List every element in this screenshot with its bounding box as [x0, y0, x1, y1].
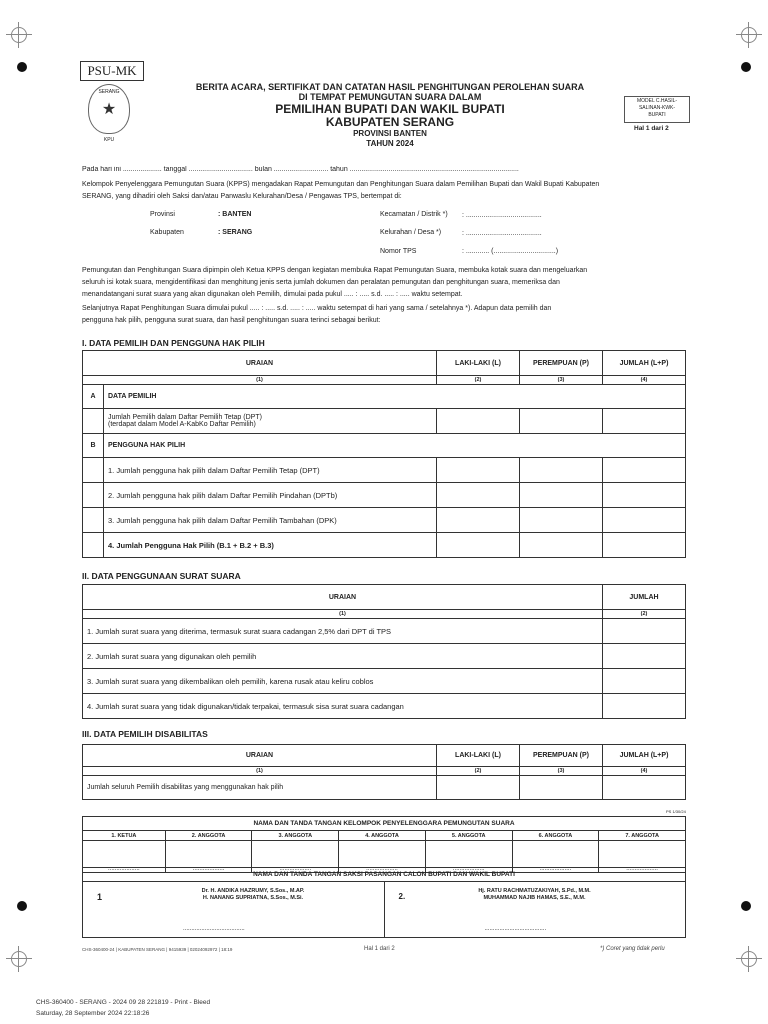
kpps-role-1: 1. KETUA — [83, 831, 166, 841]
kecamatan-field[interactable]: : ....................................... — [462, 212, 542, 219]
s1-b1-jumlah-cells[interactable] — [603, 458, 686, 483]
saksi-cand1b: H. NANANG SUPRIATNA, S.Sos., M.Si. — [202, 895, 304, 901]
print-line1: CHS-360400 - SERANG - 2024 09 28 221819 - Print - Bleed — [36, 999, 211, 1006]
s1-b3-laki-cells[interactable] — [437, 508, 520, 533]
s1-num4: (4) — [603, 376, 686, 385]
s3-num1: (1) — [83, 767, 437, 776]
kpps-signature-3[interactable]: ................... — [252, 841, 339, 873]
psu-label: PSU-MK — [80, 61, 144, 81]
s3-jumlah-cells[interactable] — [603, 776, 686, 800]
s2-r1: 1. Jumlah surat suara yang diterima, termasuk surat suara cadangan 2,5% dari DPT di TPS — [83, 619, 603, 644]
procedure-p4: Selanjutnya Rapat Penghitungan Suara dimulai pukul ..... : ..... s.d. ..... : ..... waktu setempat di hari yang sama / setelahnya *). Adapun data pemilih dan — [82, 305, 552, 312]
small-code: PS 1/30/24 — [666, 809, 686, 814]
date-line: Pada hari ini .................... tanggal ................................. bulan ............................ tahun ....................................................................................... — [82, 166, 519, 173]
s3-header-perempuan: PEREMPUAN (P) — [520, 745, 603, 767]
kpps-role-3: 3. ANGGOTA — [252, 831, 339, 841]
kpps-signature-1[interactable]: ................... — [83, 841, 166, 873]
kpps-signature-4[interactable]: ................... — [339, 841, 426, 873]
provinsi-label: Provinsi — [150, 211, 175, 218]
s1-a-title: DATA PEMILIH — [104, 385, 686, 409]
tps-field[interactable]: : ............ (................................) — [462, 248, 559, 255]
s1-b1-perempuan-cells[interactable] — [520, 458, 603, 483]
procedure-p3: menandatangani surat suara yang akan digunakan oleh Pemilih, dimulai pada pukul ..... : ..... s.d. ..... : ..... waktu setempat. — [82, 291, 463, 298]
kpu-logo — [88, 84, 130, 143]
page-label: Hal 1 dari 2 — [634, 125, 669, 132]
bleed-dot-icon — [741, 62, 751, 72]
kabupaten-label: Kabupaten — [150, 229, 184, 236]
section1-table — [82, 350, 686, 558]
s1-a-jumlah-cells[interactable] — [603, 409, 686, 434]
kpps-role-4: 4. ANGGOTA — [339, 831, 426, 841]
procedure-p2: seluruh isi kotak suara, mengidentifikasi dan menghitung jenis serta jumlah dokumen dan peralatan pemungutan dan penghitungan suara, memeriksa dan — [82, 279, 560, 286]
section2-table — [82, 584, 686, 719]
s2-r3: 3. Jumlah surat suara yang dikembalikan oleh pemilih, karena rusak atau keliru coblos — [83, 669, 603, 694]
s2-r4-cells[interactable] — [603, 694, 686, 719]
s3-num4: (4) — [603, 767, 686, 776]
s3-perempuan-cells[interactable] — [520, 776, 603, 800]
s3-r1: Jumlah seluruh Pemilih disabilitas yang menggunakan hak pilih — [83, 776, 437, 800]
s1-a-perempuan-cells[interactable] — [520, 409, 603, 434]
saksi-title: NAMA DAN TANDA TANGAN SAKSI PASANGAN CALON BUPATI DAN WAKIL BUPATI — [83, 868, 686, 882]
s1-a-row — [104, 409, 437, 434]
tps-label: Nomor TPS — [380, 248, 417, 255]
s1-b4: 4. Jumlah Pengguna Hak Pilih (B.1 + B.2 + B.3) — [104, 533, 437, 558]
s1-header-uraian: URAIAN — [83, 351, 437, 376]
kpps-role-6: 6. ANGGOTA — [512, 831, 599, 841]
kelurahan-field[interactable]: : ....................................... — [462, 230, 542, 237]
bleed-dot-icon — [17, 901, 27, 911]
registration-mark-icon — [6, 946, 32, 972]
s1-header-perempuan: PEREMPUAN (P) — [520, 351, 603, 376]
kpps-signature-2[interactable]: ................... — [165, 841, 252, 873]
saksi-signature-table — [82, 867, 686, 938]
registration-mark-icon — [736, 946, 762, 972]
s1-b4-laki-cells[interactable] — [437, 533, 520, 558]
saksi-dots1: ..................................... — [183, 926, 245, 932]
s1-num2: (2) — [437, 376, 520, 385]
s1-b1: 1. Jumlah pengguna hak pilih dalam Daftar Pemilih Tetap (DPT) — [104, 458, 437, 483]
bleed-dot-icon — [17, 62, 27, 72]
kelurahan-label: Kelurahan / Desa *) — [380, 229, 442, 236]
s1-header-laki: LAKI-LAKI (L) — [437, 351, 520, 376]
s1-b2: 2. Jumlah pengguna hak pilih dalam Daftar Pemilih Pindahan (DPTb) — [104, 483, 437, 508]
kpps-signature-5[interactable]: ................... — [425, 841, 512, 873]
intro-para2: SERANG, yang dihadiri oleh Saksi dan/atau Panwaslu Kelurahan/Desa / Pengawas TPS, bertempat di: — [82, 193, 402, 200]
s1-b3-perempuan-cells[interactable] — [520, 508, 603, 533]
bleed-dot-icon — [741, 901, 751, 911]
intro-para1: Kelompok Penyelenggara Pemungutan Suara (KPPS) mengadakan Rapat Pemungutan dan Penghitungan Suara dalam Pemilihan Bupati dan Wakil Bupati Kabupaten — [82, 181, 600, 188]
s1-b1-laki-cells[interactable] — [437, 458, 520, 483]
kabupaten-value: : SERANG — [218, 229, 253, 236]
model-line1: MODEL C.HASIL- — [636, 98, 678, 104]
saksi-cand2a: Hj. RATU RACHMATUZAKIYAH, S.Pd., M.M. — [478, 888, 591, 894]
saksi-num2: 2. — [398, 892, 406, 901]
procedure-p1: Pemungutan dan Penghitungan Suara dipimpin oleh Ketua KPPS dengan kegiatan membuka Rapat Pemungutan Suara, membuka kotak suara dan mengeluarkan — [82, 267, 588, 274]
s2-header-uraian: URAIAN — [83, 585, 603, 610]
header-line3: PEMILIHAN BUPATI DAN WAKIL BUPATI — [275, 102, 505, 116]
footer-code: CHS-360400-24 | KABUPATEN SERANG | 9415939 | 02024092972 | 18:19 — [82, 947, 233, 952]
print-line2: Saturday, 28 September 2024 22:18:26 — [36, 1010, 150, 1017]
registration-mark-icon — [6, 22, 32, 48]
s1-header-jumlah: JUMLAH (L+P) — [603, 351, 686, 376]
s1-letter-a: A — [83, 385, 104, 409]
kpps-role-5: 5. ANGGOTA — [425, 831, 512, 841]
header-line5: PROVINSI BANTEN — [353, 129, 427, 138]
s1-a-row1: Jumlah Pemilih dalam Daftar Pemilih Tetap (DPT) — [108, 414, 262, 421]
s2-header-jumlah: JUMLAH — [603, 585, 686, 610]
s2-num2: (2) — [603, 610, 686, 619]
s1-b2-jumlah-cells[interactable] — [603, 483, 686, 508]
model-box — [624, 96, 690, 123]
s2-r4: 4. Jumlah surat suara yang tidak digunakan/tidak terpakai, termasuk sisa surat suara cadangan — [83, 694, 603, 719]
logo-footer: KPU — [103, 137, 115, 143]
s3-header-laki: LAKI-LAKI (L) — [437, 745, 520, 767]
provinsi-value: : BANTEN — [218, 211, 252, 218]
kpps-title: NAMA DAN TANDA TANGAN KELOMPOK PENYELENGGARA PEMUNGUTAN SUARA — [83, 817, 686, 831]
logo-caption: SERANG — [98, 89, 120, 95]
s3-num3: (3) — [520, 767, 603, 776]
s3-header-uraian: URAIAN — [83, 745, 437, 767]
kpps-role-7: 7. ANGGOTA — [599, 831, 686, 841]
header-line2: DI TEMPAT PEMUNGUTAN SUARA DALAM — [298, 92, 482, 102]
s1-letter-b: B — [83, 434, 104, 458]
procedure-p5: pengguna hak pilih, pengguna surat suara, dan hasil penghitungan suara terinci sebagai berikut: — [82, 317, 381, 324]
kpps-signature-6[interactable]: ................... — [512, 841, 599, 873]
s1-b-title: PENGGUNA HAK PILIH — [104, 434, 686, 458]
s2-r1-cells[interactable] — [603, 619, 686, 644]
s2-r2-cells[interactable] — [603, 644, 686, 669]
model-line3: BUPATI — [648, 112, 666, 118]
s3-laki-cells[interactable] — [437, 776, 520, 800]
s3-num2: (2) — [437, 767, 520, 776]
s3-header-jumlah: JUMLAH (L+P) — [603, 745, 686, 767]
header-line4: KABUPATEN SERANG — [325, 115, 455, 129]
kpps-signature-table — [82, 816, 686, 873]
saksi-dots2: ..................................... — [484, 926, 547, 932]
kecamatan-label: Kecamatan / Distrik *) — [380, 211, 448, 218]
saksi-cell-2[interactable] — [384, 882, 686, 938]
s1-b4-perempuan-cells[interactable] — [520, 533, 603, 558]
header-line6: TAHUN 2024 — [366, 139, 414, 148]
s1-b3: 3. Jumlah pengguna hak pilih dalam Daftar Pemilih Tambahan (DPK) — [104, 508, 437, 533]
section3-title: III. DATA PEMILIH DISABILITAS — [82, 729, 208, 739]
footer-page: Hal 1 dari 2 — [364, 946, 395, 952]
s1-b2-laki-cells[interactable] — [437, 483, 520, 508]
s1-b3-jumlah-cells[interactable] — [603, 508, 686, 533]
s1-a-row2: (terdapat dalam Model A-KabKo Daftar Pemilih) — [108, 421, 256, 428]
s1-num3: (3) — [520, 376, 603, 385]
s1-a-laki-cells[interactable] — [437, 409, 520, 434]
saksi-cell-1[interactable] — [83, 882, 385, 938]
saksi-cand1a: Dr. H. ANDIKA HAZRUMY, S.Sos., M.AP. — [201, 888, 305, 894]
registration-mark-icon — [736, 22, 762, 48]
saksi-cand2b: MUHAMMAD NAJIB HAMAS, S.E., M.M. — [483, 895, 586, 901]
saksi-num1: 1 — [97, 892, 103, 902]
footer-note: *) Coret yang tidak perlu — [600, 946, 665, 952]
model-line2: SALINAN-KWK- — [638, 105, 676, 111]
s2-r2: 2. Jumlah surat suara yang digunakan oleh pemilih — [83, 644, 603, 669]
header-line1: BERITA ACARA, SERTIFIKAT DAN CATATAN HASIL PENGHITUNGAN PEROLEHAN SUARA — [195, 82, 585, 92]
s1-num1: (1) — [83, 376, 437, 385]
kpps-signature-7[interactable]: ................... — [599, 841, 686, 873]
section3-table — [82, 744, 686, 800]
s1-b4-jumlah-cells[interactable] — [603, 533, 686, 558]
logo-emblem-icon: ★ — [101, 101, 117, 118]
section1-title: I. DATA PEMILIH DAN PENGGUNA HAK PILIH — [82, 338, 265, 348]
kpps-role-2: 2. ANGGOTA — [165, 831, 252, 841]
section2-title: II. DATA PENGGUNAAN SURAT SUARA — [82, 571, 241, 581]
s2-r3-cells[interactable] — [603, 669, 686, 694]
s1-b2-perempuan-cells[interactable] — [520, 483, 603, 508]
s2-num1: (1) — [83, 610, 603, 619]
